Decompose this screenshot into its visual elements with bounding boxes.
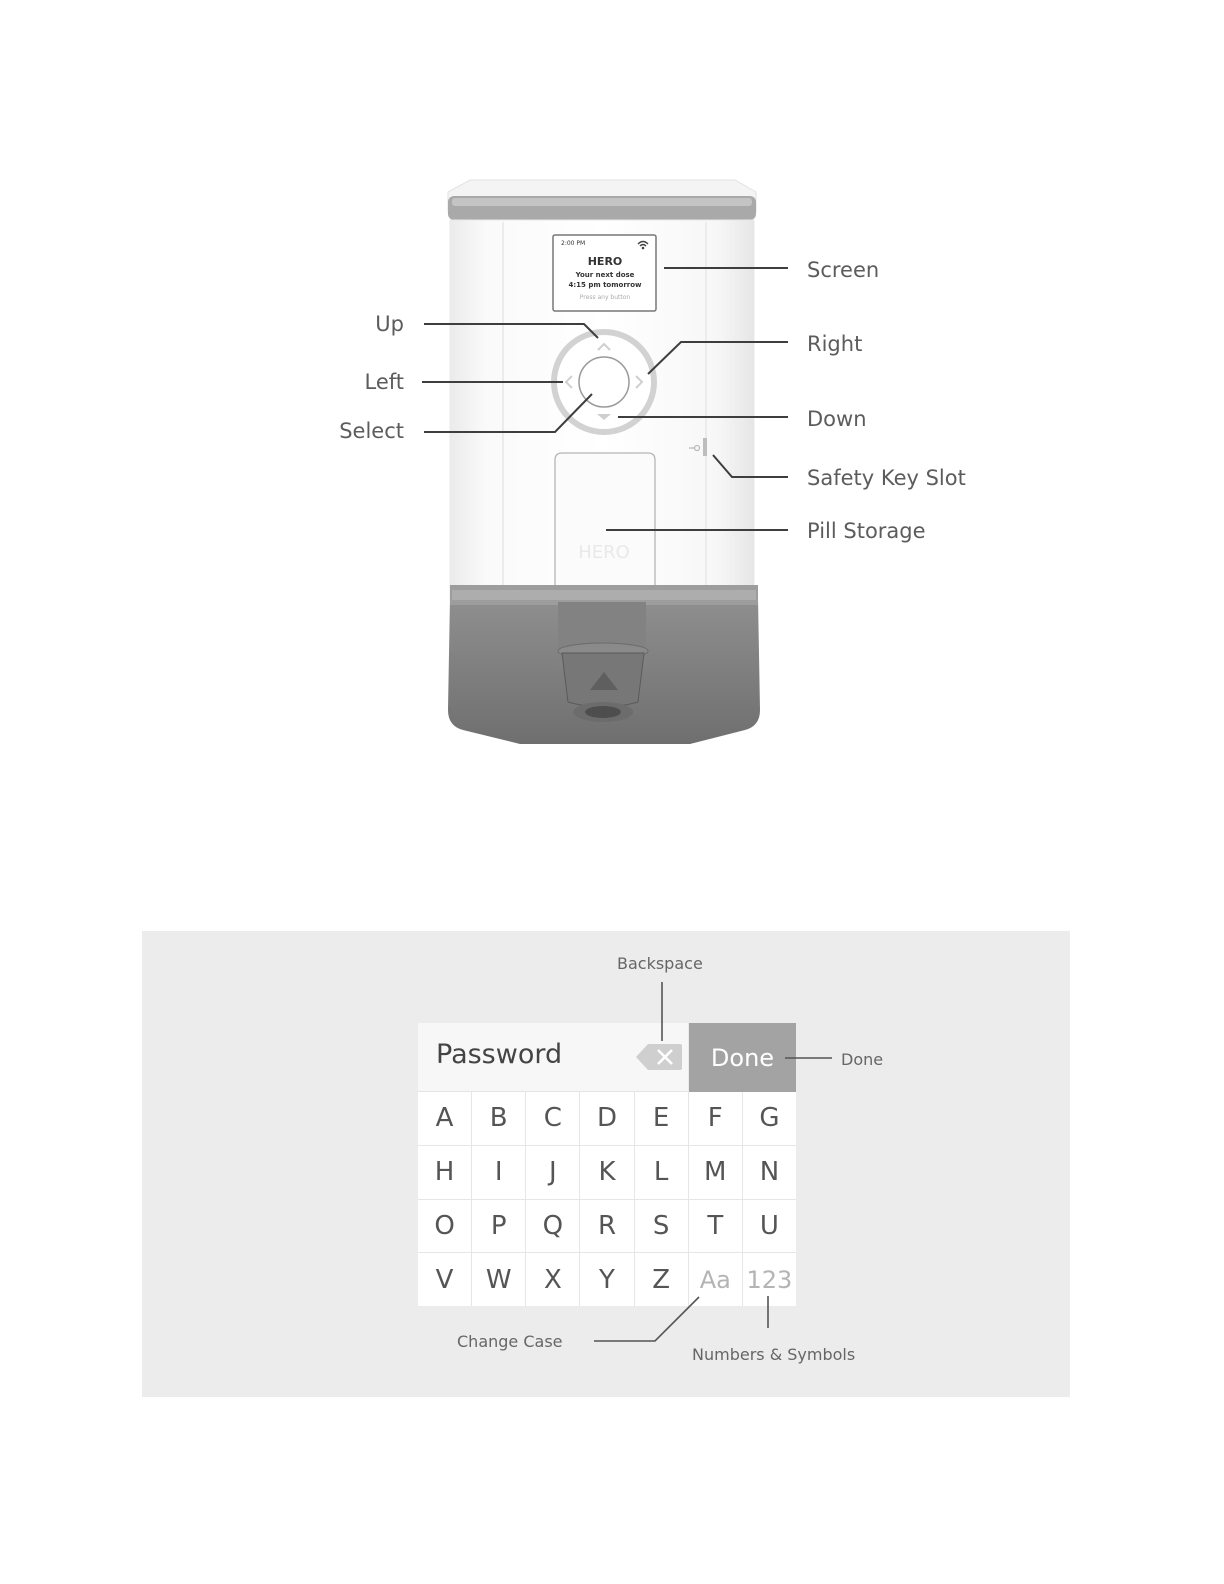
- screen-brand: HERO: [587, 255, 623, 268]
- key-i[interactable]: I: [472, 1146, 525, 1199]
- key-x[interactable]: X: [526, 1253, 579, 1306]
- key-k[interactable]: K: [580, 1146, 633, 1199]
- backspace-icon[interactable]: [634, 1042, 684, 1072]
- label-backspace: Backspace: [617, 954, 703, 973]
- pill-storage-logo: HERO: [578, 542, 630, 563]
- screen-hint: Press any button: [579, 294, 631, 301]
- label-safety-key-slot: Safety Key Slot: [807, 466, 966, 490]
- label-pill-storage: Pill Storage: [807, 519, 926, 543]
- key-c[interactable]: C: [526, 1092, 579, 1145]
- key-u[interactable]: U: [743, 1200, 796, 1253]
- key-v[interactable]: V: [418, 1253, 471, 1306]
- pill-storage-door: [555, 453, 655, 600]
- screen-time: 2:00 PM: [561, 240, 586, 247]
- screen-line-2: 4:15 pm tomorrow: [568, 281, 642, 289]
- label-numbers-symbols: Numbers & Symbols: [692, 1345, 856, 1364]
- label-select: Select: [339, 419, 404, 443]
- key-w[interactable]: W: [472, 1253, 525, 1306]
- key-o[interactable]: O: [418, 1200, 471, 1253]
- key-z[interactable]: Z: [635, 1253, 688, 1306]
- key-h[interactable]: H: [418, 1146, 471, 1199]
- key-l[interactable]: L: [635, 1146, 688, 1199]
- safety-key-slot: [703, 438, 707, 456]
- key-r[interactable]: R: [580, 1200, 633, 1253]
- key-j[interactable]: J: [526, 1146, 579, 1199]
- label-change-case: Change Case: [457, 1332, 563, 1351]
- key-q[interactable]: Q: [526, 1200, 579, 1253]
- key-grid: [418, 1092, 796, 1306]
- done-button[interactable]: Done: [689, 1023, 796, 1092]
- label-left: Left: [364, 370, 404, 394]
- key-t[interactable]: T: [689, 1200, 742, 1253]
- screen-line-1: Your next dose: [575, 271, 635, 279]
- label-screen: Screen: [807, 258, 880, 282]
- key-g[interactable]: G: [743, 1092, 796, 1145]
- key-y[interactable]: Y: [580, 1253, 633, 1306]
- label-up: Up: [375, 312, 404, 336]
- key-n[interactable]: N: [743, 1146, 796, 1199]
- key-m[interactable]: M: [689, 1146, 742, 1199]
- label-right: Right: [807, 332, 863, 356]
- numbers-symbols-key[interactable]: 123: [743, 1253, 796, 1306]
- key-p[interactable]: P: [472, 1200, 525, 1253]
- label-down: Down: [807, 407, 867, 431]
- password-field-text: Password: [436, 1039, 563, 1070]
- label-done: Done: [841, 1050, 884, 1069]
- key-s[interactable]: S: [635, 1200, 688, 1253]
- key-f[interactable]: F: [689, 1092, 742, 1145]
- key-a[interactable]: A: [418, 1092, 471, 1145]
- change-case-key[interactable]: Aa: [689, 1253, 742, 1306]
- key-d[interactable]: D: [580, 1092, 633, 1145]
- key-e[interactable]: E: [635, 1092, 688, 1145]
- key-b[interactable]: B: [472, 1092, 525, 1145]
